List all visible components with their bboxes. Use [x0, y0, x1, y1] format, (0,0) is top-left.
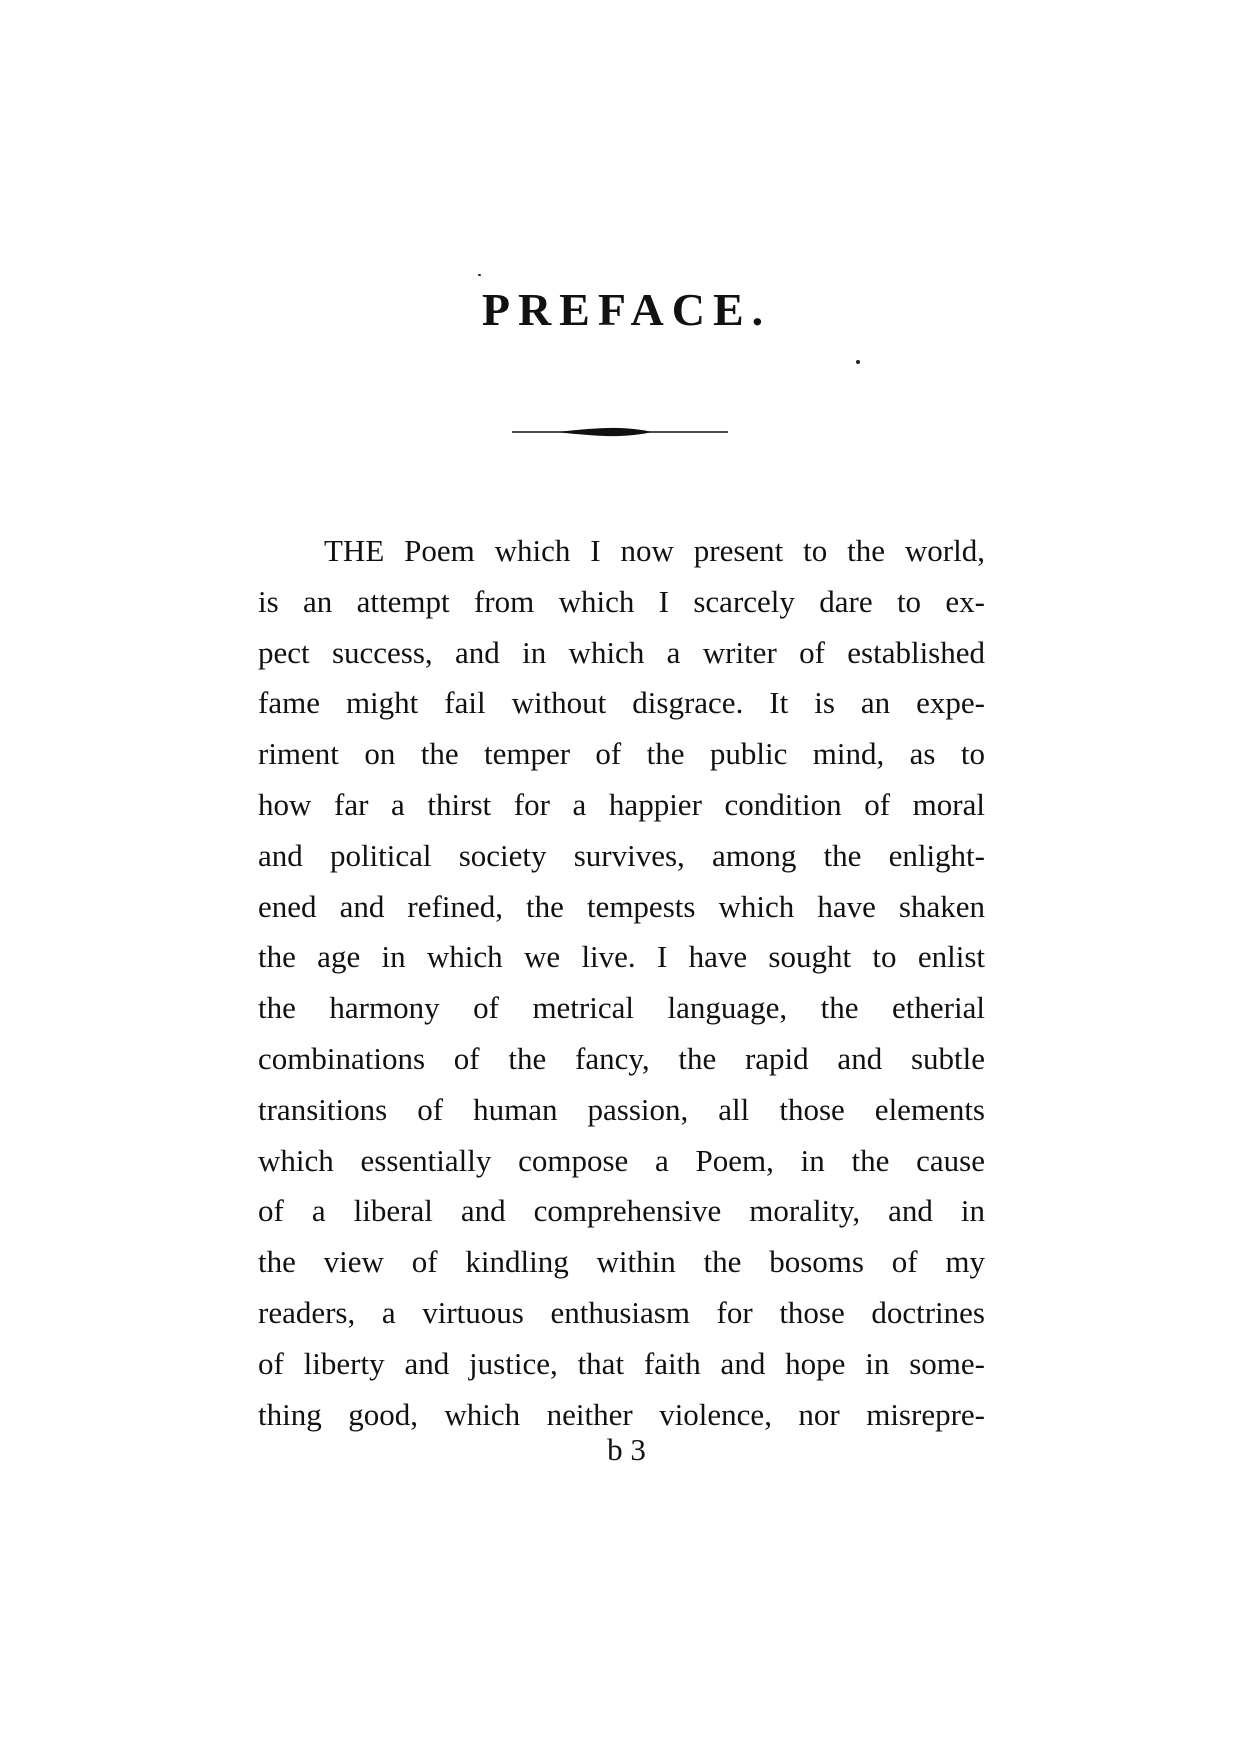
text-line: the age in which we live. I have sought to enlist: [258, 939, 985, 975]
text-line: which essentially compose a Poem, in the cause: [258, 1142, 985, 1178]
text-line: ened and refined, the tempests which have shaken: [258, 888, 985, 924]
text-line: the harmony of metrical language, the etherial: [258, 990, 985, 1026]
text-line: of liberty and justice, that faith and hope in some-: [258, 1345, 985, 1381]
text-line: pect success, and in which a writer of established: [258, 634, 985, 670]
signature-mark: b 3: [607, 1432, 646, 1467]
text-line: readers, a virtuous enthusiasm for those doctrines: [258, 1294, 985, 1330]
page-title: PREFACE.: [481, 284, 772, 335]
text-line: is an attempt from which I scarcely dare to ex-: [258, 583, 985, 619]
ink-speck: [478, 274, 481, 276]
preface-body: [258, 526, 985, 1440]
ink-speck: [856, 360, 860, 364]
text-line: fame might fail without disgrace. It is an expe-: [258, 685, 985, 721]
text-line: and political society survives, among the enlight-: [258, 837, 985, 873]
text-line: THE Poem which I now present to the world,: [324, 533, 985, 568]
text-line: thing good, which neither violence, nor misrepre-: [258, 1396, 985, 1432]
text-line: riment on the temper of the public mind, as to: [258, 736, 985, 772]
text-line: combinations of the fancy, the rapid and subtle: [258, 1040, 985, 1076]
text-line: how far a thirst for a happier condition of moral: [258, 786, 985, 822]
text-line: transitions of human passion, all those elements: [258, 1091, 985, 1127]
ornamental-rule-divider: [512, 424, 728, 440]
text-line: the view of kindling within the bosoms of my: [258, 1244, 985, 1280]
text-line: of a liberal and comprehensive morality, and in: [258, 1193, 985, 1229]
